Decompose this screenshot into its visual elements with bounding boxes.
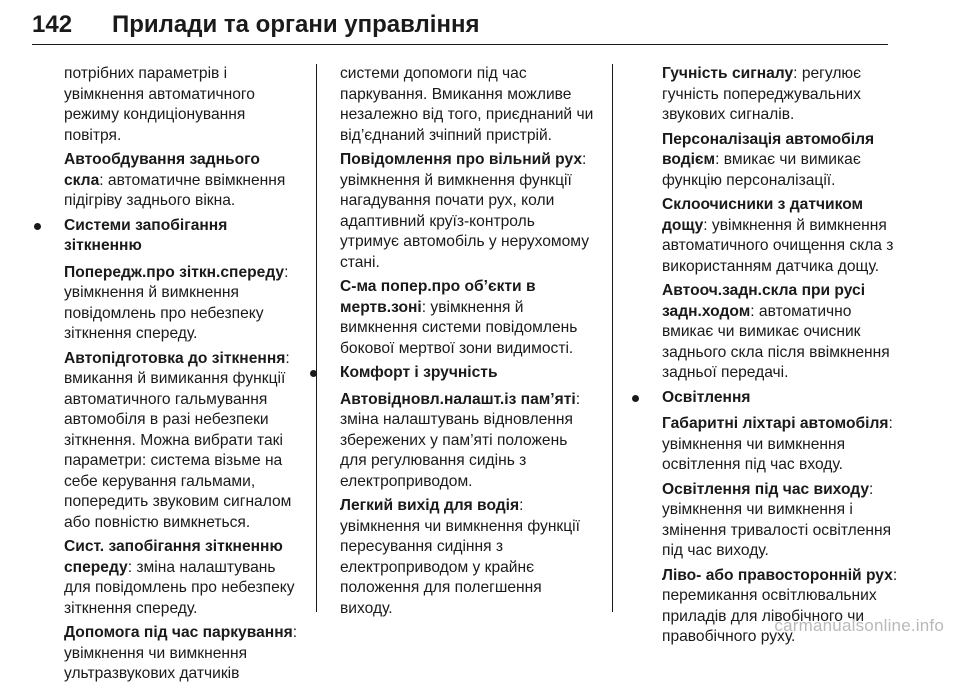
column-divider bbox=[612, 64, 613, 612]
section-heading: Системи запобігання зіткненню bbox=[64, 216, 228, 254]
paragraph bbox=[32, 263, 302, 345]
paragraph bbox=[340, 496, 598, 619]
paragraph-text: : вмикання й вимикання функції автоматичного гальмування автомобіля в разі небезпеки зіткнення. Можна вибрати такі параметри: система візьме на себе керування гальмами, попередить звуковим сигналом або повністю вимкнеться. bbox=[64, 349, 292, 531]
paragraph bbox=[630, 480, 900, 562]
page-header bbox=[32, 12, 888, 45]
bullet-dot-icon bbox=[310, 370, 317, 377]
paragraph bbox=[32, 150, 302, 212]
term: Допомога під час паркування bbox=[64, 624, 293, 641]
paragraph bbox=[32, 64, 302, 146]
paragraph-text: : увімкнення чи вимкнення і змінення тривалості освітлення під час виходу. bbox=[662, 480, 892, 559]
paragraph bbox=[630, 414, 900, 476]
paragraph-text: : зміна налаштувань відновлення збережених у пам’яті положень для регулювання сидінь з електроприводом. bbox=[340, 390, 581, 490]
term: Автовідновл.налашт.із пам’яті bbox=[340, 390, 576, 408]
term: Персоналізація автомобіля водієм bbox=[662, 130, 875, 168]
paragraph bbox=[630, 64, 900, 126]
section-bullet bbox=[630, 388, 900, 409]
term: Ліво- або правосторонній рух bbox=[662, 566, 893, 584]
paragraph-text: : увімкнення чи вимкнення освітлення під час входу. bbox=[662, 415, 893, 473]
watermark: carmanualsonline.info bbox=[774, 616, 944, 635]
paragraph bbox=[32, 537, 302, 619]
term: Автопідготовка до зіткнення bbox=[64, 349, 286, 367]
column-3 bbox=[630, 64, 900, 652]
paragraph-text: : зміна налаштувань для повідомлень про небезпеку зіткнення спереду. bbox=[64, 558, 295, 617]
paragraph-text: системи допомоги під час паркування. Вмикання можливе незалежно від того, приєднаний чи від’єднаний зчіпний пристрій. bbox=[340, 65, 594, 144]
paragraph bbox=[340, 64, 598, 146]
paragraph bbox=[32, 623, 302, 685]
paragraph-text: : регулює гучність попереджувальних звукових сигналів. bbox=[662, 65, 862, 123]
column-divider bbox=[316, 64, 317, 612]
term: Габаритні ліхтарі автомобіля bbox=[662, 415, 889, 432]
paragraph-text: : увімкнення й вимкнення функції нагадування почати рух, коли адаптивний круїз-контроль утримує автомобіль у нерухомому стані. bbox=[340, 151, 589, 271]
term: Гучність сигналу bbox=[662, 65, 794, 82]
term: Автооч.задн.скла при русі задн.ходом bbox=[662, 282, 866, 320]
term: Легкий вихід для водія bbox=[340, 497, 520, 514]
paragraph-text: : увімкнення чи вимкнення ультразвукових датчиків bbox=[64, 624, 298, 682]
page-title: Прилади та органи управління bbox=[112, 11, 480, 38]
term: Освітлення під час виходу bbox=[662, 480, 870, 498]
term: Автообдування заднього скла bbox=[64, 151, 260, 189]
paragraph-text: : перемикання освітлювальних приладів для лівобічного чи правобічного руху. bbox=[662, 566, 898, 645]
column-1 bbox=[32, 64, 302, 689]
term: Склоочисники з датчиком дощу bbox=[662, 196, 864, 234]
column-2 bbox=[340, 64, 598, 623]
paragraph-text: : автоматичне ввімкнення підігріву заднього вікна. bbox=[64, 171, 286, 209]
term: Попередж.про зіткн.спереду bbox=[64, 263, 285, 281]
paragraph-text: : автоматично вмикає чи вимикає очисник заднього скла після ввімкнення задньої передачі. bbox=[662, 302, 890, 381]
paragraph bbox=[630, 195, 900, 277]
paragraph bbox=[630, 281, 900, 384]
section-heading: Комфорт і зручність bbox=[340, 364, 498, 381]
paragraph-text: : вмикає чи вимикає функцію персоналізації. bbox=[662, 151, 861, 189]
term: Сист. запобігання зіткненню спереду bbox=[64, 538, 283, 576]
section-heading: Освітлення bbox=[662, 388, 751, 406]
paragraph-text: : увімкнення чи вимкнення функції пересування сидіння з електроприводом у крайнє положення для полегшення виходу. bbox=[340, 497, 580, 617]
bullet-dot-icon bbox=[34, 223, 41, 230]
term: С-ма попер.про об’єкти в мертв.зоні bbox=[340, 278, 536, 316]
paragraph-text: потрібних параметрів і увімкнення автоматичного режиму кондиціонування повітря. bbox=[64, 65, 255, 144]
section-bullet bbox=[308, 363, 598, 384]
paragraph bbox=[32, 349, 302, 534]
paragraph bbox=[630, 130, 900, 192]
term: Повідомлення про вільний рух bbox=[340, 151, 583, 168]
paragraph-text: : увімкнення й вимкнення повідомлень про небезпеку зіткнення спереду. bbox=[64, 263, 289, 342]
bullet-dot-icon bbox=[632, 395, 639, 402]
paragraph bbox=[340, 150, 598, 273]
page-number: 142 bbox=[32, 11, 73, 38]
section-bullet bbox=[32, 216, 302, 257]
paragraph bbox=[340, 390, 598, 493]
paragraph-text: : увімкнення й вимкнення системи повідомлень бокової мертвої зони видимості. bbox=[340, 298, 578, 357]
paragraph bbox=[340, 277, 598, 359]
paragraph-text: : увімкнення й вимкнення автоматичного очищення скла з використанням датчика дощу. bbox=[662, 216, 894, 275]
